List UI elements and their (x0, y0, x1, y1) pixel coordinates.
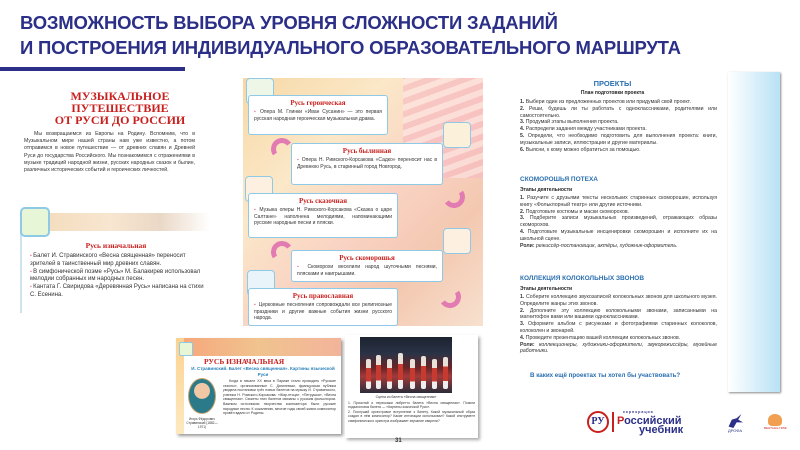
page-number: 31 (395, 438, 402, 444)
card-title: Русь изначальная (85, 241, 147, 250)
card-rus-iznachalnaya (20, 213, 208, 313)
left-intro-text: Мы возвращаемся из Европы на Родину. Вспомним, что в Музыкальном мире нашей страны нам уже известно, а потом отправимся в новое путешествие — от древних славян и Древней Руси до государства Российского. Мы познакомимся с отражениями в музыке традиций народной жизни, русских народных сказок и былин, различных исторических событий и героических личностей. (24, 131, 195, 174)
plan-item: 6. Выясни, к кому можно обратиться за помощью. (520, 146, 641, 153)
box-text: ▪ Опера Н. Римского-Корсакова «Садко» переносит нас в Древнюю Русь, в старинный город Новгород. (297, 157, 437, 170)
box-title: Русь сказочная (298, 197, 347, 205)
page-title (20, 10, 681, 60)
projects-page (490, 72, 780, 392)
plan-item: 5. Определи, что необходимо подготовить для выполнения проекта: книги, музыкальные записи, иллюстрации и другие материалы. (520, 132, 717, 146)
ventana-mark-icon (768, 414, 782, 426)
question-2: 2. Послушай оркестровое вступление к балету. Какой музыкальный образ создал в нём композитор? Какие интонации использовал? Какой инструмент симфонического оркестра изображает звучание свирели? (348, 409, 475, 423)
plan-list (520, 99, 717, 153)
box-rus-skazochnaya (248, 193, 398, 238)
stage-item: 3. Подберите записи музыкальных произведений, отражающих образы скоморохов. (520, 215, 717, 229)
helmet-icon (443, 122, 471, 148)
plan-title: План подготовки проекта (580, 90, 645, 96)
shepherd-icon (179, 342, 193, 356)
decorative-strip (44, 213, 210, 231)
left-page-title (30, 90, 210, 126)
photo-caption: Сцена из балета «Весна священная» (375, 395, 437, 399)
projects-title: ПРОЕКТЫ (593, 79, 632, 88)
list-item: ▪ В симфонической поэме «Русь» М. Балакирев использовал мелодии собранных им народных песен. (30, 269, 208, 285)
box-text: ▪ Церковные песнопения сопровождали все религиозные праздники и другие важные события жизни русского народа. (254, 302, 392, 322)
box-title: Русь скоморошья (339, 254, 395, 262)
drofa-label: ДРОФА (727, 428, 743, 433)
plan-item: 4. Распредели задания между участниками проекта. (520, 126, 647, 133)
page-edge (728, 72, 780, 392)
book-card-stravinsky (176, 338, 341, 434)
section-skomoroshya-title: СКОМОРОШЬЯ ПОТЕХА (520, 176, 598, 183)
logo-separator (612, 412, 614, 432)
ballet-card (345, 335, 478, 438)
question-1: 1. Прочитай и перескажи либретто балета «Весна священная». Поясни подзаголовок балета — «Картины языческой Руси». (348, 401, 475, 410)
box-rus-bylinnaya (291, 143, 443, 185)
section-zvony-title: КОЛЛЕКЦИЯ КОЛОКОЛЬНЫХ ЗВОНОВ (520, 275, 645, 282)
box-text: ▪ Музыка оперы Н. Римского-Корсакова «Сказка о царе Салтане» наполнена мелодиями, напоминающими русские народные песни и пляски. (254, 207, 392, 227)
left-title-line-1: МУЗЫКАЛЬНОЕ (70, 89, 170, 103)
left-title-line-2: ПУТЕШЕСТВИЕ (71, 101, 169, 115)
box-title: Русь былинная (342, 147, 392, 155)
stage-label: Этапы деятельности (520, 187, 573, 193)
bustard-bird-icon (727, 414, 743, 428)
box-title: Русь православная (292, 292, 354, 300)
box-text: ▪ Скоморохи веселили народ шуточными песнями, плясками и наигрышами. (297, 264, 437, 277)
ballet-questions (348, 401, 475, 423)
decorative-header (176, 338, 341, 356)
title-underline (0, 67, 185, 71)
ventana-label: ВЕНТАНА-ГРАФ (764, 426, 787, 430)
portrait-caption: Игорь Фёдорович Стравинский (1882—1971) (186, 417, 218, 429)
rus-collage (243, 78, 483, 326)
stage-item: 4. Подготовьте музыкальные инсценировки скоморошин и исполните их на школьной сцене. (520, 228, 717, 242)
plan-item: 2. Реши, будешь ли ты работать с одноклассниками, родителями или самостоятельно. (520, 105, 717, 119)
roles-line: Роли: коллекционеры, художники-оформители, звукорежиссёры, музейные работники. (520, 341, 717, 355)
stage-item: 4. Проведите презентацию вашей коллекции колокольных звонов. (520, 334, 681, 341)
corp-label: корпорация (623, 410, 654, 414)
section-zvony-list (520, 294, 717, 355)
projects-question: В каких ещё проектах ты хотел бы участвовать? (530, 372, 681, 379)
stage-label: Этапы деятельности (520, 286, 573, 292)
book-card-subtitle: И. Стравинский. Балет «Весна священная». Картины языческой Руси (191, 366, 335, 377)
card-list (30, 253, 208, 300)
section-skomoroshya-list (520, 195, 717, 249)
stage-item: 1. Соберите коллекцию звукозаписей колокольных звонов для школьного музея. Определите жанры этих звонов. (520, 294, 717, 307)
ru-mark-icon: РУ (587, 411, 609, 433)
box-rus-skomoroshya (291, 250, 443, 282)
plan-item: 3. Продумай этапы выполнения проекта. (520, 119, 619, 126)
title-line-2: И ПОСТРОЕНИЯ ИНДИВИДУАЛЬНОГО ОБРАЗОВАТЕЛЬНОГО МАРШРУТА (20, 37, 681, 58)
plan-item: 1. Выбери один из предложенных проектов или придумай свой проект. (520, 99, 691, 105)
box-rus-geroicheskaya (248, 95, 388, 135)
book-card-title: РУСЬ ИЗНАЧАЛЬНАЯ (204, 357, 285, 366)
logo-rossiyskiy-uchebnik (587, 408, 683, 435)
list-item: ▪ Кантата Г. Свиридова «Деревянная Русь» написана на стихи С. Есенина. (30, 284, 208, 300)
list-item: ▪ Балет И. Стравинского «Весна священная» переносит зрителей в таинственный мир древних славян. (30, 253, 208, 269)
arrow-icon (441, 184, 466, 209)
stage-item: 2. Дополните эту коллекцию колокольными звонами, записанными на магнитофон вами или вашими одноклассниками. (520, 307, 717, 321)
arrow-icon (437, 284, 462, 309)
title-line-1: ВОЗМОЖНОСТЬ ВЫБОРА УРОВНЯ СЛОЖНОСТИ ЗАДАНИЙ (20, 12, 558, 33)
stage-item: 1. Разучите с друзьями тексты нескольких старинных скоморошин, используя книгу «Фольклорный театр» или другие источники. (520, 195, 717, 208)
left-title-line-3: ОТ РУСИ ДО РОССИИ (54, 113, 186, 127)
stage-item: 3. Оформите альбом с рисунками и фотографиями старинных колоколов, колоколен и звонарей. (520, 321, 718, 334)
logo-drofa (727, 414, 743, 433)
roles-line: Роли: режиссёр-постановщик, актёры, художник-оформитель. (520, 242, 678, 249)
shepherd-icon (20, 207, 50, 237)
book-card-text: Когда в начале XX века в Париже стали проводить «Русские сезоны», организованные С. Дягилевым, французская публика увидела постановки трёх новых балетов на музыку И. Стравинского, ученика Н. Римского-Корсакова: «Жар-птица», «Петрушка», «Весна священная». Сюжеты этих балетов связаны с русским фольклором. Важным источником творчества композитора были русские народные песни. К сожалению, многие годы своей жизни композитор провёл вдали от Родины. (223, 379, 336, 416)
box-text: ▪ Опера М. Глинки «Иван Сусанин» — это первая русская народная героическая музыкальная драма. (254, 109, 382, 122)
logo-ventana-graf (764, 414, 787, 430)
ballet-photo (360, 337, 452, 393)
jester-icon (443, 228, 471, 254)
stravinsky-portrait (188, 378, 216, 414)
brand-line-1: Российский (617, 415, 682, 427)
box-title: Русь героическая (290, 99, 346, 107)
stage-item: 2. Подготовьте костюмы и маски скоморохов. (520, 208, 630, 215)
brand-line-2: учебник (639, 424, 684, 436)
box-rus-pravoslavnaya (248, 288, 398, 326)
